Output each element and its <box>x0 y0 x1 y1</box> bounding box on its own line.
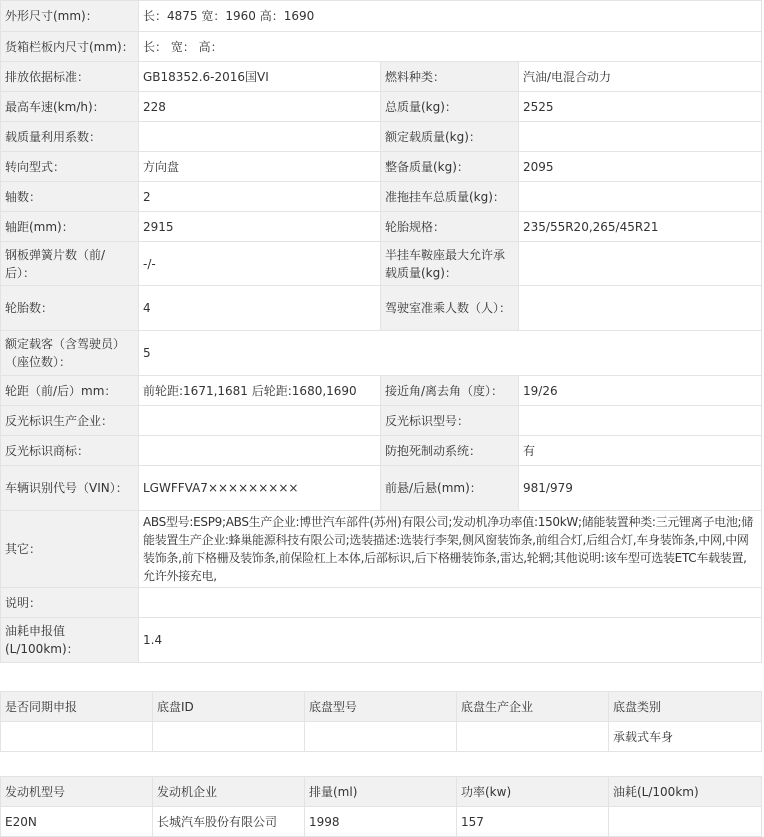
overhang-value: 981/979 <box>519 466 762 511</box>
chassis-header-row <box>1 692 762 722</box>
approach-angle-value: 19/26 <box>519 376 762 406</box>
vin-label: 车辆识别代号（VIN）： <box>1 466 139 511</box>
fuel-type-value: 汽油/电混合动力 <box>519 62 762 92</box>
spec-row-reflector-mark <box>1 436 762 466</box>
axle-count-value: 2 <box>139 182 381 212</box>
chassis-cell <box>1 722 153 752</box>
cab-capacity-label: 驾驶室准乘人数（人）： <box>381 286 519 331</box>
reflector-maker-label: 反光标识生产企业： <box>1 406 139 436</box>
engine-header-row <box>1 777 762 807</box>
engine-table <box>0 776 762 837</box>
trailer-mass-label: 准拖挂车总质量(kg)： <box>381 182 519 212</box>
note-label: 说明： <box>1 588 139 618</box>
other-label: 其它： <box>1 511 139 588</box>
engine-header-cell: 功率(kw) <box>457 777 609 807</box>
axle-count-label: 轴数： <box>1 182 139 212</box>
overhang-label: 前悬/后悬(mm)： <box>381 466 519 511</box>
engine-header-cell: 发动机型号 <box>1 777 153 807</box>
note-value <box>139 588 762 618</box>
engine-header-cell: 发动机企业 <box>153 777 305 807</box>
spec-row-steering <box>1 152 762 182</box>
reflector-mark-label: 反光标识商标： <box>1 436 139 466</box>
abs-value: 有 <box>519 436 762 466</box>
cargo-box-label: 货箱栏板内尺寸(mm)： <box>1 32 139 62</box>
max-speed-value: 228 <box>139 92 381 122</box>
load-utilization-label: 载质量利用系数： <box>1 122 139 152</box>
chassis-header-cell: 底盘类别 <box>609 692 762 722</box>
rated-load-label: 额定载质量(kg)： <box>381 122 519 152</box>
engine-cell: 1998 <box>305 807 457 837</box>
abs-label: 防抱死制动系统： <box>381 436 519 466</box>
wheelbase-label: 轴距(mm)： <box>1 212 139 242</box>
gross-mass-value: 2525 <box>519 92 762 122</box>
engine-cell: 157 <box>457 807 609 837</box>
rated-load-value <box>519 122 762 152</box>
curb-weight-value: 2095 <box>519 152 762 182</box>
max-speed-label: 最高车速(km/h)： <box>1 92 139 122</box>
track-width-value: 前轮距:1671,1681 后轮距:1680,1690 <box>139 376 381 406</box>
engine-data-row <box>1 807 762 837</box>
wheelbase-value: 2915 <box>139 212 381 242</box>
engine-header-cell: 油耗(L/100km) <box>609 777 762 807</box>
cargo-box-value: 长： 宽： 高： <box>139 32 762 62</box>
spec-row-axles <box>1 182 762 212</box>
reflector-model-label: 反光标识型号： <box>381 406 519 436</box>
spec-row-tires <box>1 286 762 331</box>
curb-weight-label: 整备质量(kg)： <box>381 152 519 182</box>
steering-value: 方向盘 <box>139 152 381 182</box>
dimensions-value: 长：4875 宽：1960 高：1690 <box>139 1 762 32</box>
fuel-consumption-label: 油耗申报值(L/100km)： <box>1 618 139 663</box>
spec-row-other <box>1 511 762 588</box>
engine-cell: E20N <box>1 807 153 837</box>
spec-row-reflector-maker <box>1 406 762 436</box>
fuel-consumption-value: 1.4 <box>139 618 762 663</box>
steering-label: 转向型式： <box>1 152 139 182</box>
engine-cell <box>609 807 762 837</box>
spec-row-speed <box>1 92 762 122</box>
engine-header-cell: 排量(ml) <box>305 777 457 807</box>
spec-row-dimensions <box>1 1 762 32</box>
spec-row-track <box>1 376 762 406</box>
load-utilization-value <box>139 122 381 152</box>
engine-cell: 长城汽车股份有限公司 <box>153 807 305 837</box>
gross-mass-label: 总质量(kg)： <box>381 92 519 122</box>
cab-capacity-value <box>519 286 762 331</box>
vin-value: LGWFFVA7××××××××× <box>139 466 381 511</box>
spec-row-emission <box>1 62 762 92</box>
track-width-label: 轮距（前/后）mm： <box>1 376 139 406</box>
tire-count-value: 4 <box>139 286 381 331</box>
emission-label: 排放依据标准： <box>1 62 139 92</box>
spec-row-seats <box>1 331 762 376</box>
emission-value: GB18352.6-2016国VI <box>139 62 381 92</box>
chassis-cell <box>457 722 609 752</box>
other-value: ABS型号:ESP9;ABS生产企业:博世汽车部件(苏州)有限公司;发动机净功率值:150kW;储能装置种类:三元锂离子电池;储能装置生产企业:蜂巢能源科技有限公司;选装描述:选装行李架,侧风窗装饰条,前组合灯,后组合灯,车身装饰条,中网,中网装饰条,前下格栅及装饰条,前保险杠上本体,后部标识,后下格栅装饰条,雷达,轮辋;其他说明:该车型可选装ETC车载装置,允许外接充电, <box>139 511 762 588</box>
seats-label: 额定载客（含驾驶员）（座位数）： <box>1 331 139 376</box>
chassis-header-cell: 是否同期申报 <box>1 692 153 722</box>
chassis-cell <box>153 722 305 752</box>
leaf-spring-label: 钢板弹簧片数（前/后）： <box>1 242 139 286</box>
reflector-mark-value <box>139 436 381 466</box>
saddle-load-label: 半挂车鞍座最大允许承载质量(kg)： <box>381 242 519 286</box>
chassis-header-cell: 底盘ID <box>153 692 305 722</box>
leaf-spring-value: -/- <box>139 242 381 286</box>
spec-row-wheelbase <box>1 212 762 242</box>
saddle-load-value <box>519 242 762 286</box>
chassis-header-cell: 底盘型号 <box>305 692 457 722</box>
chassis-header-cell: 底盘生产企业 <box>457 692 609 722</box>
approach-angle-label: 接近角/离去角（度）： <box>381 376 519 406</box>
seats-value: 5 <box>139 331 762 376</box>
spec-row-consumption <box>1 618 762 663</box>
spec-row-load <box>1 122 762 152</box>
fuel-type-label: 燃料种类： <box>381 62 519 92</box>
spec-row-vin <box>1 466 762 511</box>
chassis-cell: 承载式车身 <box>609 722 762 752</box>
spec-row-spring <box>1 242 762 286</box>
chassis-data-row <box>1 722 762 752</box>
reflector-maker-value <box>139 406 381 436</box>
chassis-table <box>0 691 762 752</box>
tire-spec-label: 轮胎规格： <box>381 212 519 242</box>
spec-row-cargo <box>1 32 762 62</box>
tire-count-label: 轮胎数： <box>1 286 139 331</box>
spec-row-note <box>1 588 762 618</box>
trailer-mass-value <box>519 182 762 212</box>
chassis-cell <box>305 722 457 752</box>
tire-spec-value: 235/55R20,265/45R21 <box>519 212 762 242</box>
dimensions-label: 外形尺寸(mm)： <box>1 1 139 32</box>
reflector-model-value <box>519 406 762 436</box>
